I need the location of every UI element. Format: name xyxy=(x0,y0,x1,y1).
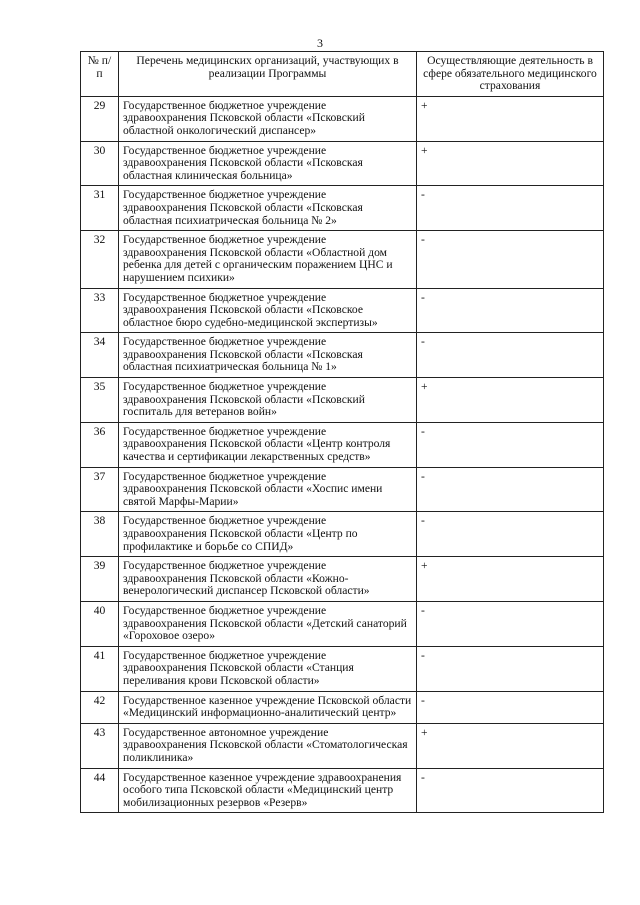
organization-name: Государственное бюджетное учреждение здравоохранения Псковской области «Станция переливания крови Псковской области» xyxy=(119,646,417,691)
row-number: 39 xyxy=(81,557,119,602)
organization-name: Государственное бюджетное учреждение здравоохранения Псковской области «Псковская областная психиатрическая больница № 1» xyxy=(119,333,417,378)
row-number: 43 xyxy=(81,723,119,768)
organization-name: Государственное бюджетное учреждение здравоохранения Псковской области «Центр по профилактике и борьбе со СПИД» xyxy=(119,512,417,557)
oms-flag: + xyxy=(417,378,604,423)
organization-name: Государственное казенное учреждение здравоохранения особого типа Псковской области «Медицинский центр мобилизационных резервов «Резерв» xyxy=(119,768,417,813)
organization-name: Государственное бюджетное учреждение здравоохранения Псковской области «Центр контроля качества и сертификации лекарственных средств» xyxy=(119,422,417,467)
table-row xyxy=(81,768,604,813)
organization-name: Государственное бюджетное учреждение здравоохранения Псковской области «Областной дом ребенка для детей с органическим поражением ЦНС и нарушением психики» xyxy=(119,231,417,288)
organization-name: Государственное автономное учреждение здравоохранения Псковской области «Стоматологическая поликлиника» xyxy=(119,723,417,768)
table-row xyxy=(81,512,604,557)
header-organization-list: Перечень медицинских организаций, участвующих в реализации Программы xyxy=(119,52,417,97)
table-row xyxy=(81,691,604,723)
organization-name: Государственное бюджетное учреждение здравоохранения Псковской области «Псковская областная клиническая больница» xyxy=(119,141,417,186)
table-row xyxy=(81,288,604,333)
oms-flag: - xyxy=(417,646,604,691)
oms-flag: + xyxy=(417,141,604,186)
oms-flag: - xyxy=(417,422,604,467)
table-row xyxy=(81,378,604,423)
header-oms-activity: Осуществляющие деятельность в сфере обязательного медицинского страхования xyxy=(417,52,604,97)
organization-name: Государственное бюджетное учреждение здравоохранения Псковской области «Псковский областной онкологический диспансер» xyxy=(119,96,417,141)
oms-flag: - xyxy=(417,186,604,231)
row-number: 31 xyxy=(81,186,119,231)
row-number: 37 xyxy=(81,467,119,512)
table-header-row xyxy=(81,52,604,97)
oms-flag: - xyxy=(417,691,604,723)
table-row xyxy=(81,141,604,186)
row-number: 44 xyxy=(81,768,119,813)
oms-flag: + xyxy=(417,723,604,768)
table-row xyxy=(81,601,604,646)
row-number: 42 xyxy=(81,691,119,723)
table-row xyxy=(81,723,604,768)
medical-organizations-table xyxy=(80,51,604,813)
table-row xyxy=(81,231,604,288)
table-row xyxy=(81,422,604,467)
oms-flag: - xyxy=(417,333,604,378)
table-row xyxy=(81,646,604,691)
row-number: 32 xyxy=(81,231,119,288)
organization-name: Государственное бюджетное учреждение здравоохранения Псковской области «Кожно-венерологический диспансер Псковской области» xyxy=(119,557,417,602)
header-number: № п/п xyxy=(81,52,119,97)
oms-flag: - xyxy=(417,231,604,288)
organization-name: Государственное бюджетное учреждение здравоохранения Псковской области «Детский санаторий «Гороховое озеро» xyxy=(119,601,417,646)
row-number: 36 xyxy=(81,422,119,467)
page-number: 3 xyxy=(317,36,323,50)
organization-name: Государственное бюджетное учреждение здравоохранения Псковской области «Хоспис имени святой Марфы-Марии» xyxy=(119,467,417,512)
table-row xyxy=(81,333,604,378)
table-body xyxy=(81,96,604,813)
oms-flag: - xyxy=(417,768,604,813)
organization-name: Государственное бюджетное учреждение здравоохранения Псковской области «Псковское областное бюро судебно-медицинской экспертизы» xyxy=(119,288,417,333)
organization-name: Государственное казенное учреждение Псковской области «Медицинский информационно-аналитический центр» xyxy=(119,691,417,723)
row-number: 40 xyxy=(81,601,119,646)
row-number: 34 xyxy=(81,333,119,378)
oms-flag: + xyxy=(417,96,604,141)
table-row xyxy=(81,557,604,602)
oms-flag: - xyxy=(417,467,604,512)
table-row xyxy=(81,186,604,231)
organization-name: Государственное бюджетное учреждение здравоохранения Псковской области «Псковская областная психиатрическая больница № 2» xyxy=(119,186,417,231)
oms-flag: - xyxy=(417,601,604,646)
row-number: 30 xyxy=(81,141,119,186)
row-number: 33 xyxy=(81,288,119,333)
oms-flag: + xyxy=(417,557,604,602)
table-row xyxy=(81,467,604,512)
row-number: 29 xyxy=(81,96,119,141)
row-number: 35 xyxy=(81,378,119,423)
row-number: 41 xyxy=(81,646,119,691)
table-row xyxy=(81,96,604,141)
oms-flag: - xyxy=(417,512,604,557)
row-number: 38 xyxy=(81,512,119,557)
oms-flag: - xyxy=(417,288,604,333)
organization-name: Государственное бюджетное учреждение здравоохранения Псковской области «Псковский госпиталь для ветеранов войн» xyxy=(119,378,417,423)
